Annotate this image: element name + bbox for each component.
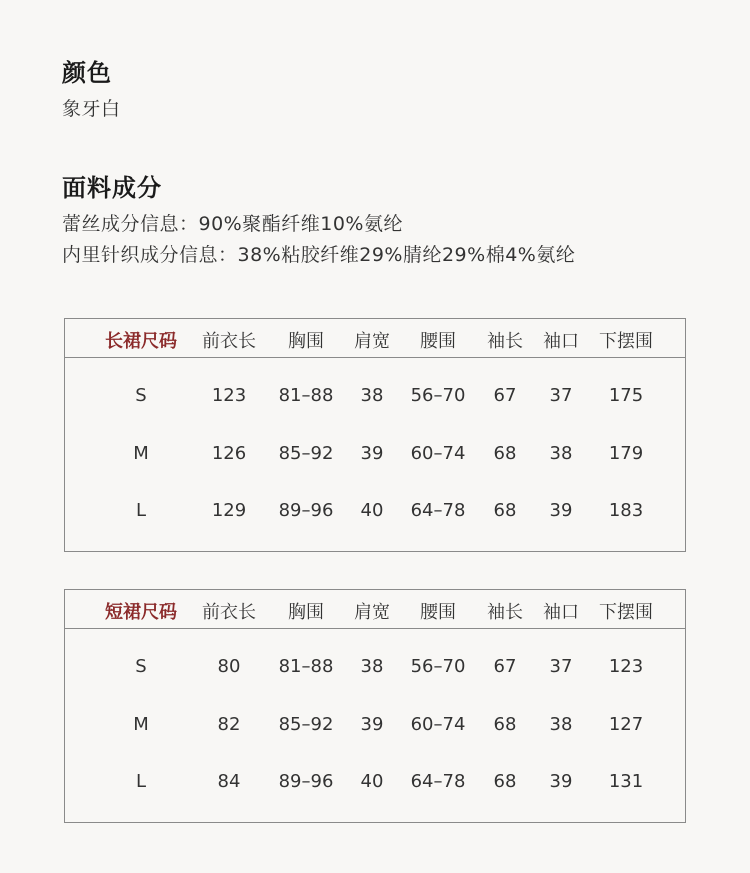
hem-value: 127: [608, 714, 644, 735]
chest-value: 89–96: [278, 500, 334, 521]
table-row: [65, 656, 685, 686]
header-hem: 下摆围: [599, 602, 653, 623]
table-row: [65, 385, 685, 415]
waist-value: 60–74: [410, 443, 466, 464]
table-header-row: [65, 319, 685, 358]
cuff-value: 37: [549, 656, 573, 677]
waist-value: 56–70: [410, 385, 466, 406]
cuff-value: 39: [549, 771, 573, 792]
shoulder-value: 38: [360, 385, 384, 406]
chest-value: 85–92: [278, 443, 334, 464]
waist-value: 56–70: [410, 656, 466, 677]
cuff-value: 38: [549, 443, 573, 464]
color-section-title: 颜色: [62, 59, 112, 87]
chest-value: 85–92: [278, 714, 334, 735]
header-front-length: 前衣长: [202, 331, 256, 352]
chest-value: 81–88: [278, 385, 334, 406]
sleeve-length-value: 68: [493, 443, 517, 464]
table-row: [65, 443, 685, 473]
size-label: M: [133, 714, 149, 735]
table-row: [65, 714, 685, 744]
waist-value: 64–78: [410, 771, 466, 792]
sleeve-length-value: 67: [493, 385, 517, 406]
chest-value: 81–88: [278, 656, 334, 677]
sleeve-length-value: 68: [493, 771, 517, 792]
header-waist: 腰围: [420, 602, 456, 623]
header-hem: 下摆围: [599, 331, 653, 352]
hem-value: 175: [608, 385, 644, 406]
front-length-value: 84: [217, 771, 241, 792]
shoulder-value: 40: [360, 771, 384, 792]
header-chest: 胸围: [288, 331, 324, 352]
header-cuff: 袖口: [543, 602, 579, 623]
shoulder-value: 39: [360, 443, 384, 464]
size-label: M: [133, 443, 149, 464]
shoulder-value: 39: [360, 714, 384, 735]
sleeve-length-value: 68: [493, 500, 517, 521]
table-row: [65, 771, 685, 801]
hem-value: 123: [608, 656, 644, 677]
fabric-section-title: 面料成分: [62, 174, 162, 202]
waist-value: 64–78: [410, 500, 466, 521]
chest-value: 89–96: [278, 771, 334, 792]
shoulder-value: 38: [360, 656, 384, 677]
header-chest: 胸围: [288, 602, 324, 623]
header-shoulder: 肩宽: [354, 331, 390, 352]
table-title: 长裙尺码: [105, 331, 177, 352]
header-front-length: 前衣长: [202, 602, 256, 623]
fabric-lining-line: 内里针织成分信息：38%粘胶纤维29%腈纶29%棉4%氨纶: [62, 244, 576, 266]
size-label: S: [135, 385, 147, 406]
sleeve-length-value: 68: [493, 714, 517, 735]
cuff-value: 37: [549, 385, 573, 406]
front-length-value: 80: [217, 656, 241, 677]
table-header-row: [65, 590, 685, 629]
front-length-value: 126: [211, 443, 247, 464]
long-dress-size-table: [64, 318, 686, 552]
cuff-value: 39: [549, 500, 573, 521]
shoulder-value: 40: [360, 500, 384, 521]
header-cuff: 袖口: [543, 331, 579, 352]
cuff-value: 38: [549, 714, 573, 735]
waist-value: 60–74: [410, 714, 466, 735]
header-shoulder: 肩宽: [354, 602, 390, 623]
hem-value: 131: [608, 771, 644, 792]
color-value: 象牙白: [62, 98, 121, 120]
header-sleeve-length: 袖长: [487, 602, 523, 623]
front-length-value: 82: [217, 714, 241, 735]
header-sleeve-length: 袖长: [487, 331, 523, 352]
size-label: S: [135, 656, 147, 677]
hem-value: 183: [608, 500, 644, 521]
front-length-value: 129: [211, 500, 247, 521]
front-length-value: 123: [211, 385, 247, 406]
header-waist: 腰围: [420, 331, 456, 352]
fabric-lace-line: 蕾丝成分信息：90%聚酯纤维10%氨纶: [62, 213, 403, 235]
short-dress-size-table: [64, 589, 686, 823]
table-title: 短裙尺码: [105, 602, 177, 623]
size-label: L: [135, 771, 147, 792]
size-label: L: [135, 500, 147, 521]
hem-value: 179: [608, 443, 644, 464]
table-row: [65, 500, 685, 530]
sleeve-length-value: 67: [493, 656, 517, 677]
